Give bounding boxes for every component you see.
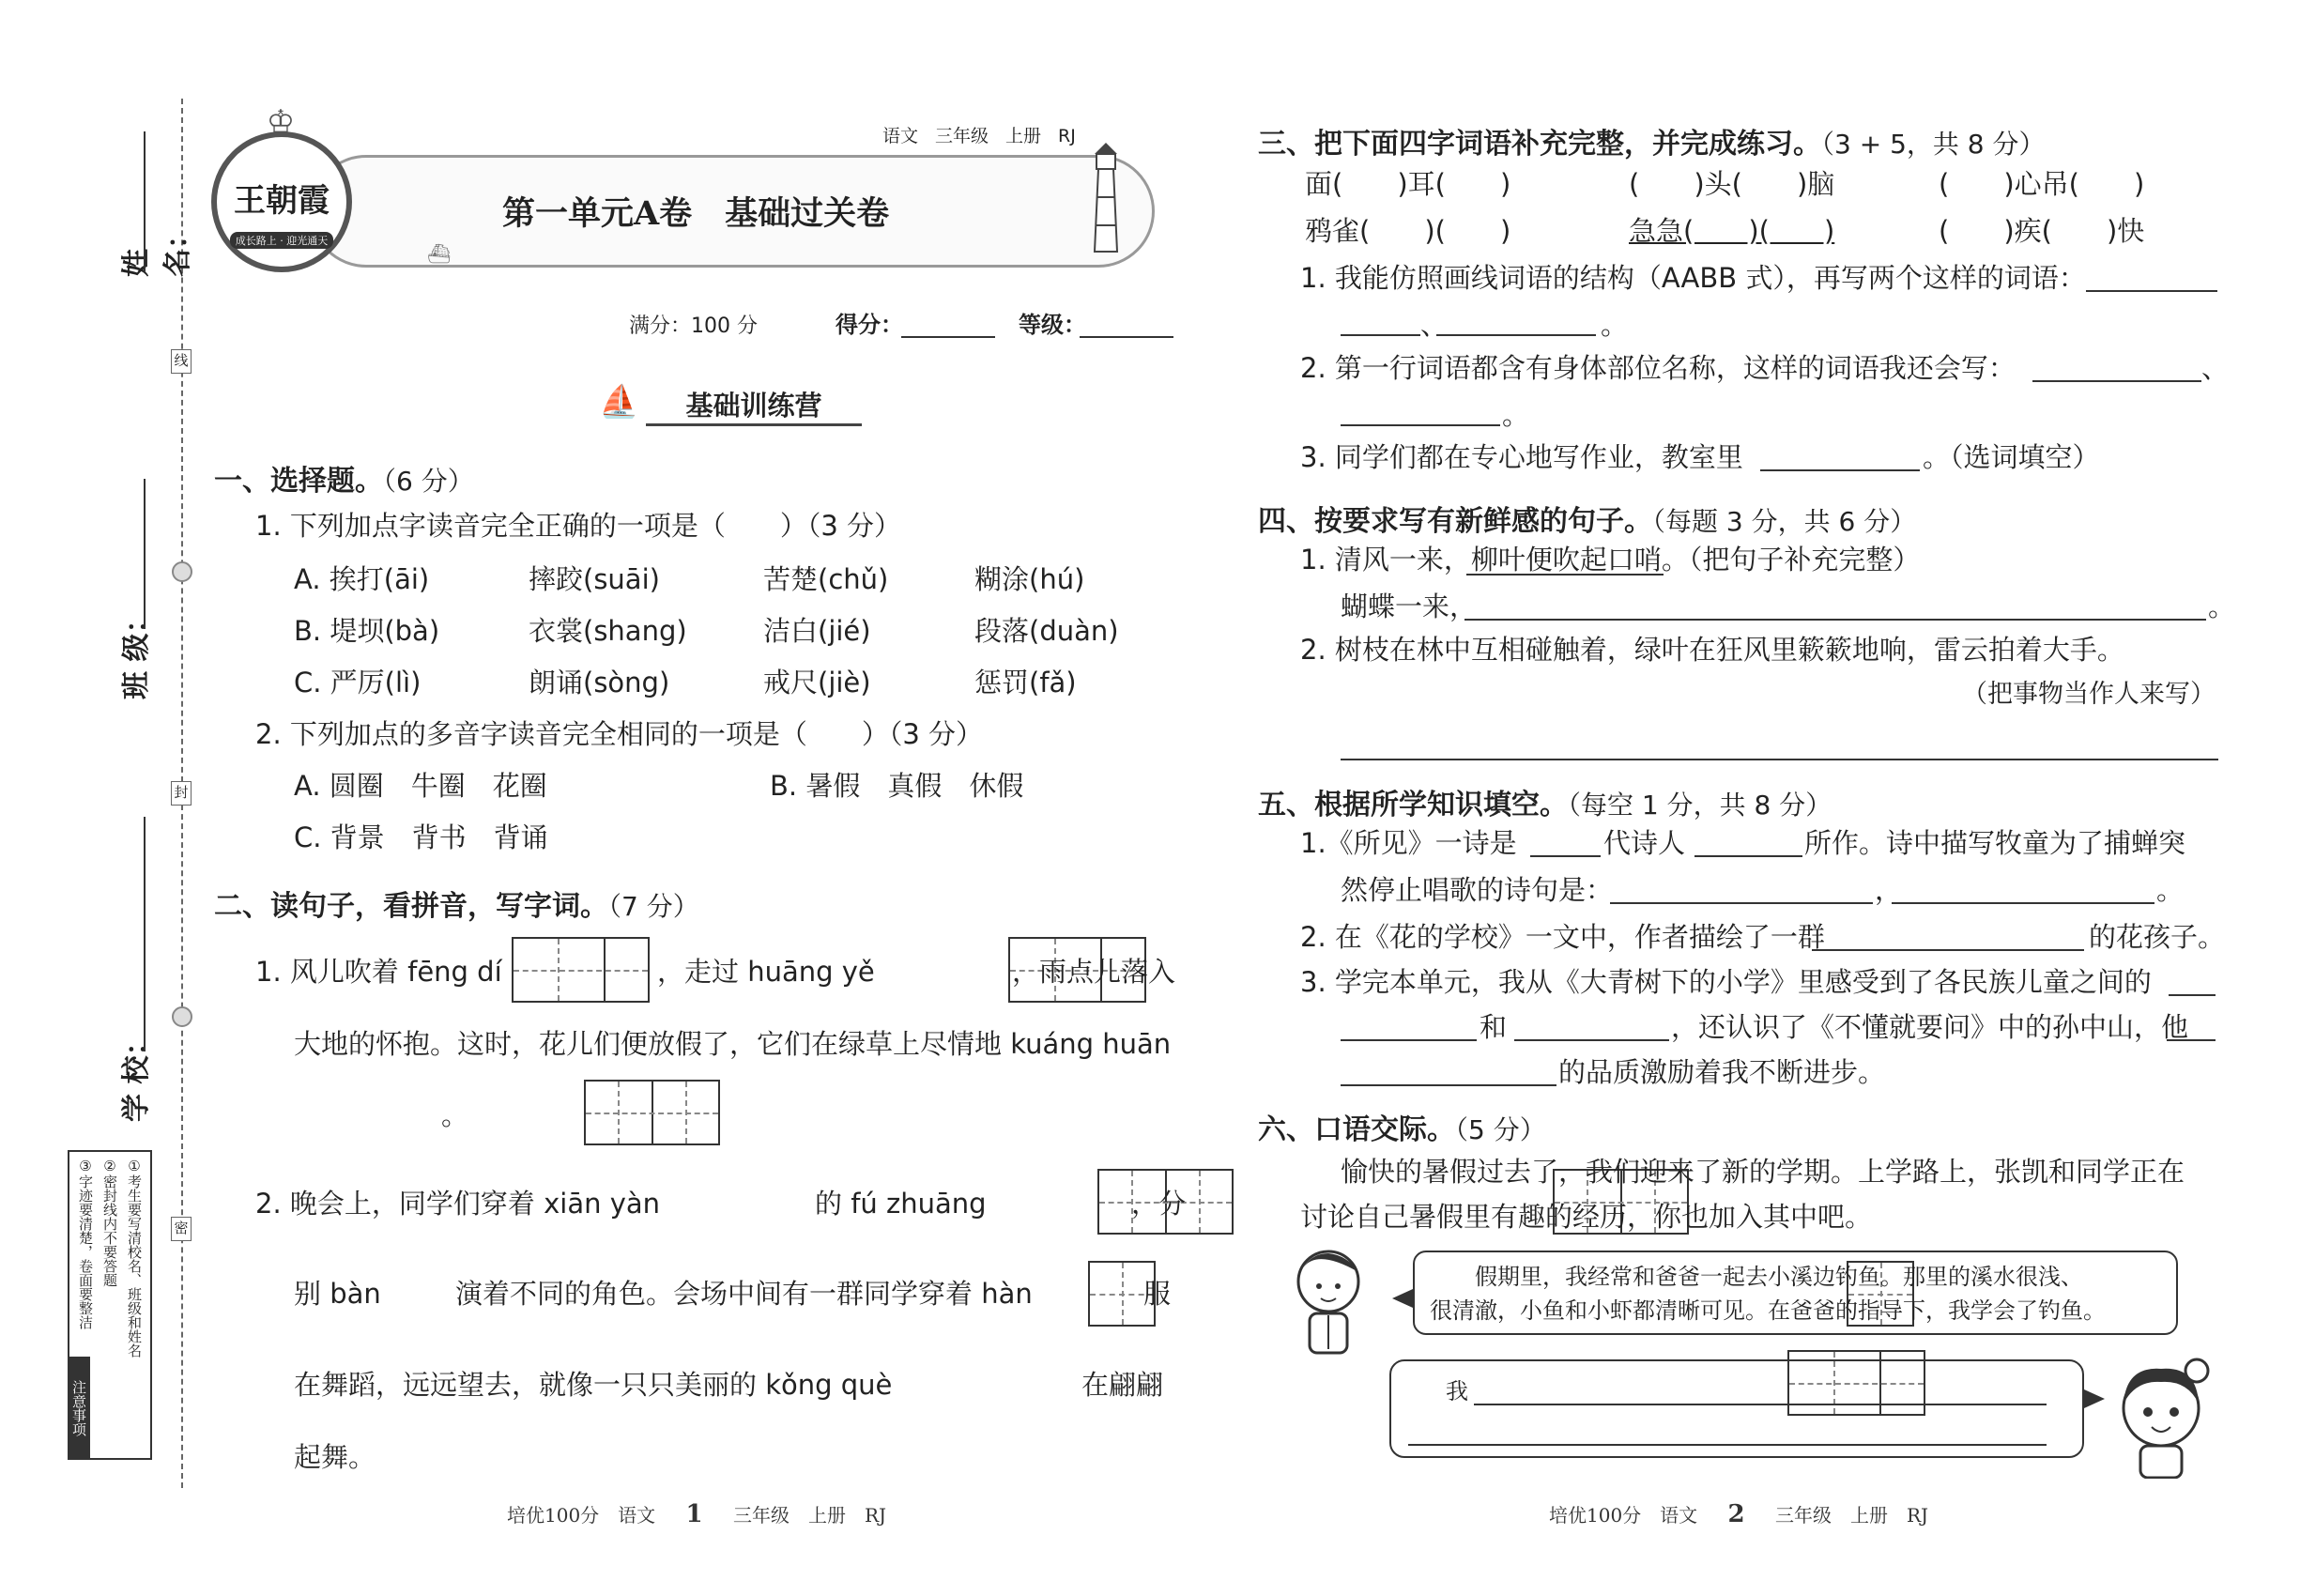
subject-meta: 语文 三年级 上册 RJ bbox=[882, 126, 1076, 146]
school-label: 学 校： bbox=[120, 1027, 153, 1122]
grade-field[interactable] bbox=[1080, 336, 1173, 338]
idiom-fill[interactable]: 鸦雀( )( ) bbox=[1305, 215, 1511, 247]
idiom-fill[interactable]: ( )头( )脑 bbox=[1629, 168, 1835, 200]
option-item: A. 挨打(āi) bbox=[294, 563, 430, 595]
s2-p1e: 。 bbox=[441, 1099, 469, 1131]
s2-p2d: 别 bàn bbox=[294, 1278, 381, 1310]
s5-q3a: 3. 学完本单元，我从《大青树下的小学》里感受到了各民族儿童之间的 bbox=[1300, 966, 2152, 998]
footer-right: 培优100分 语文 2 三年级 上册 RJ bbox=[1549, 1500, 1929, 1528]
s4-q2-answer[interactable] bbox=[1341, 759, 2218, 760]
option-item: 衣裳(shang) bbox=[529, 615, 687, 647]
s3-q2-blank[interactable] bbox=[2032, 380, 2201, 382]
s3-q1-blank[interactable] bbox=[1341, 334, 1420, 336]
full-score: 满分：100 分 bbox=[629, 315, 758, 338]
crown-icon: ♔ bbox=[266, 103, 296, 141]
s5-q1d: 然停止唱歌的诗句是： bbox=[1341, 874, 1614, 906]
score-field[interactable] bbox=[901, 336, 995, 338]
s5-blank[interactable] bbox=[1892, 902, 2154, 904]
line-char: 封 bbox=[171, 781, 192, 806]
footer-left: 培优100分 语文 1 三年级 上册 RJ bbox=[507, 1500, 887, 1528]
lighthouse-icon bbox=[1087, 141, 1125, 253]
page-number: 1 bbox=[685, 1500, 703, 1528]
s1-q2-option-C[interactable]: C. 背景 背书 背诵 bbox=[294, 821, 548, 853]
bubble-answer-line[interactable] bbox=[1474, 1404, 2047, 1405]
s4-q1-underline bbox=[1466, 574, 1664, 575]
s2-p2g: 在舞蹈，远远望去，就像一只只美丽的 kǒng què bbox=[294, 1369, 893, 1401]
s5-blank[interactable] bbox=[1341, 1039, 1477, 1041]
s2-p2b: 的 fú zhuāng bbox=[815, 1188, 987, 1220]
name-label: 姓 名： bbox=[120, 221, 194, 277]
char-box-4[interactable] bbox=[584, 1080, 720, 1145]
idiom-fill[interactable]: ( )心吊( ) bbox=[1939, 168, 2145, 200]
name-field-line[interactable] bbox=[144, 131, 146, 272]
option-item: 洁白(jié) bbox=[763, 615, 871, 647]
s3-q1-blank[interactable] bbox=[1436, 334, 1596, 336]
char-box-3[interactable] bbox=[512, 937, 650, 1003]
option-item: C. 严厉(lì) bbox=[294, 667, 422, 698]
idiom-fill[interactable]: ( )疾( )快 bbox=[1939, 215, 2145, 247]
s3-q2: 2. 第一行词语都含有身体部位名称，这样的词语我还会写： bbox=[1300, 352, 2016, 384]
s3-q1-sep: 、 bbox=[1420, 309, 1449, 341]
s2-p1c: ，雨点儿落入 bbox=[1012, 956, 1176, 988]
section-6-title: 六、口语交际。（5 分） bbox=[1258, 1113, 1546, 1146]
option-item: 惩罚(fǎ) bbox=[974, 667, 1077, 698]
s1-q2: 2. 下列加点的多音字读音完全相同的一项是（ ）（3 分） bbox=[255, 718, 984, 750]
speech-bubble-boy: 假期里，我经常和爸爸一起去小溪边钓鱼。那里的溪水很浅、 很清澈，小鱼和小虾都清晰可见。在爸爸的指导下，我学会了钓鱼。 bbox=[1413, 1251, 2178, 1335]
speech-bubble-tail bbox=[1392, 1289, 1413, 1308]
binding-hole bbox=[172, 561, 192, 582]
binding-hole bbox=[172, 1006, 192, 1027]
s2-p1d: 大地的怀抱。这时，花儿们便放假了，它们在绿草上尽情地 kuáng huān bbox=[294, 1028, 1172, 1060]
option-item: 苦楚(chǔ) bbox=[763, 563, 889, 595]
speech-bubble-tail bbox=[2084, 1389, 2105, 1408]
s5-blank[interactable] bbox=[2169, 994, 2216, 996]
s1-q1: 1. 下列加点字读音完全正确的一项是（ ）（3 分） bbox=[255, 510, 902, 542]
s2-p2f: 服 bbox=[1143, 1278, 1172, 1310]
s5-blank[interactable] bbox=[1514, 1039, 1669, 1041]
s2-p2a: 2. 晚会上，同学们穿着 xiān yàn bbox=[255, 1188, 661, 1220]
notes-box bbox=[68, 1150, 152, 1460]
s5-q1f: 。 bbox=[2156, 874, 2185, 906]
s2-p1b: ，走过 huāng yě bbox=[657, 956, 875, 988]
section-4-title: 四、按要求写有新鲜感的句子。（每题 3 分，共 6 分） bbox=[1258, 505, 1917, 538]
boy-avatar bbox=[1281, 1244, 1375, 1357]
s5-blank[interactable] bbox=[1610, 902, 1873, 904]
s5-blank[interactable] bbox=[1530, 855, 1601, 857]
section-3-title: 三、把下面四字词语补充完整，并完成练习。（3 + 5，共 8 分） bbox=[1258, 128, 2046, 161]
idiom-fill[interactable]: 面( )耳( ) bbox=[1305, 168, 1511, 200]
s3-q3-note: 。（选词填空） bbox=[1923, 441, 2100, 473]
s2-p2c: ，分 bbox=[1131, 1188, 1187, 1220]
s3-q2-blank[interactable] bbox=[1341, 424, 1500, 426]
ship-icon: ⛴ bbox=[427, 242, 452, 265]
s5-q1c: 所作。诗中描写牧童为了捕蝉突 bbox=[1804, 827, 2186, 859]
class-label: 班 级： bbox=[120, 605, 153, 699]
s3-q3: 3. 同学们都在专心地写作业，教室里 bbox=[1300, 441, 1743, 473]
s2-p2h: 在翩翩 bbox=[1081, 1369, 1164, 1401]
option-item: 摔跤(suāi) bbox=[529, 563, 660, 595]
s5-q2a: 2. 在《花的学校》一文中，作者描绘了一群 bbox=[1300, 921, 1825, 953]
s6-p1: 愉快的暑假过去了，我们迎来了新的学期。上学路上，张凯和同学正在 bbox=[1341, 1156, 2185, 1188]
line-char: 线 bbox=[171, 349, 192, 374]
sailboat-icon: ⛵ bbox=[599, 383, 639, 421]
girl-avatar bbox=[2103, 1352, 2220, 1479]
s3-q1-blank[interactable] bbox=[2086, 290, 2217, 292]
s6-p2: 讨论自己暑假里有趣的经历，你也加入其中吧。 bbox=[1300, 1201, 1873, 1233]
s3-q2-end: 。 bbox=[1502, 399, 1530, 431]
brand-logo: 王朝霞 成长路上 · 迎光通天 bbox=[211, 131, 352, 272]
s1-q2-option-A[interactable]: A. 圆圈 牛圈 花圈 bbox=[294, 770, 547, 802]
option-item: 戒尺(jiè) bbox=[763, 667, 871, 698]
s4-q1-prompt: 蝴蝶一来， bbox=[1341, 591, 1478, 622]
s5-q1b: 代诗人 bbox=[1603, 827, 1686, 859]
grade-label: 等级： bbox=[1019, 312, 1086, 338]
notes-title: 注意事项 bbox=[68, 1357, 90, 1460]
class-field-line[interactable] bbox=[144, 479, 146, 629]
bubble-answer-line[interactable] bbox=[1408, 1444, 2047, 1446]
s5-q3b: 和 bbox=[1480, 1011, 1508, 1043]
s5-q3c: ，还认识了《不懂就要问》中的孙中山，他 bbox=[1671, 1011, 2189, 1043]
notes-item: ③字迹要清楚，卷面要整洁 bbox=[77, 1158, 94, 1329]
s3-q2-sep: 、 bbox=[2201, 352, 2230, 384]
page-number: 2 bbox=[1727, 1500, 1745, 1528]
section-1-title: 一、选择题。（6 分） bbox=[214, 465, 474, 498]
bubble-me-label: 我 bbox=[1446, 1378, 1468, 1404]
s5-q3d: 的品质激励着我不断进步。 bbox=[1558, 1056, 1886, 1088]
s5-q2b: 的花孩子。 bbox=[2089, 921, 2226, 953]
school-field-line[interactable] bbox=[144, 817, 146, 1051]
s5-q1a: 1.《所见》一诗是 bbox=[1300, 827, 1517, 859]
s5-blank[interactable] bbox=[1812, 949, 2084, 951]
idiom-fill-underlined[interactable]: 急急( )( ) bbox=[1629, 215, 1835, 247]
s1-q2-option-B[interactable]: B. 暑假 真假 休假 bbox=[770, 770, 1024, 802]
s5-q1e: ， bbox=[1875, 874, 1903, 906]
s4-q1-answer[interactable] bbox=[1464, 619, 2206, 621]
s2-p2i: 起舞。 bbox=[294, 1441, 376, 1473]
s4-q1: 1. 清风一来，柳叶便吹起口哨。（把句子补充完整） bbox=[1300, 544, 1921, 575]
s3-q3-blank[interactable] bbox=[1760, 469, 1920, 471]
line-char: 密 bbox=[171, 1217, 192, 1241]
notes-item: ②密封线内不要答题 bbox=[101, 1158, 118, 1287]
s3-q1: 1. 我能仿照画线词语的结构（AABB 式），再写两个这样的词语： bbox=[1300, 262, 2086, 294]
notes-item: ①考生要写清校名、班级和姓名 bbox=[126, 1158, 143, 1358]
option-item: 朗诵(sòng) bbox=[529, 667, 670, 698]
s4-q2: 2. 树枝在林中互相碰触着，绿叶在狂风里簌簌地响，雷云拍着大手。 bbox=[1300, 634, 2124, 666]
score-label: 得分： bbox=[836, 312, 903, 338]
section-banner: 基础训练营 bbox=[646, 385, 862, 426]
section-2-title: 二、读句子，看拼音，写字词。（7 分） bbox=[214, 890, 699, 923]
option-item: 糊涂(hú) bbox=[974, 563, 1085, 595]
s2-p2e: 演着不同的角色。会场中间有一群同学穿着 hàn bbox=[455, 1278, 1033, 1310]
s5-blank[interactable] bbox=[1341, 1084, 1556, 1086]
s4-q2-note: （把事物当作人来写） bbox=[1962, 680, 2216, 709]
option-item: B. 堤坝(bà) bbox=[294, 615, 440, 647]
option-item: 段落(duàn) bbox=[974, 615, 1119, 647]
s2-p1a: 1. 风儿吹着 fēng dí bbox=[255, 956, 502, 988]
page-title: 第一单元A卷 基础过关卷 bbox=[502, 194, 890, 233]
s5-blank[interactable] bbox=[1694, 855, 1802, 857]
section-5-title: 五、根据所学知识填空。（每空 1 分，共 8 分） bbox=[1258, 789, 1832, 821]
s5-blank[interactable] bbox=[2167, 1039, 2216, 1041]
s3-q1-end: 。 bbox=[1601, 309, 1629, 341]
s4-q1-end: 。 bbox=[2208, 591, 2236, 622]
